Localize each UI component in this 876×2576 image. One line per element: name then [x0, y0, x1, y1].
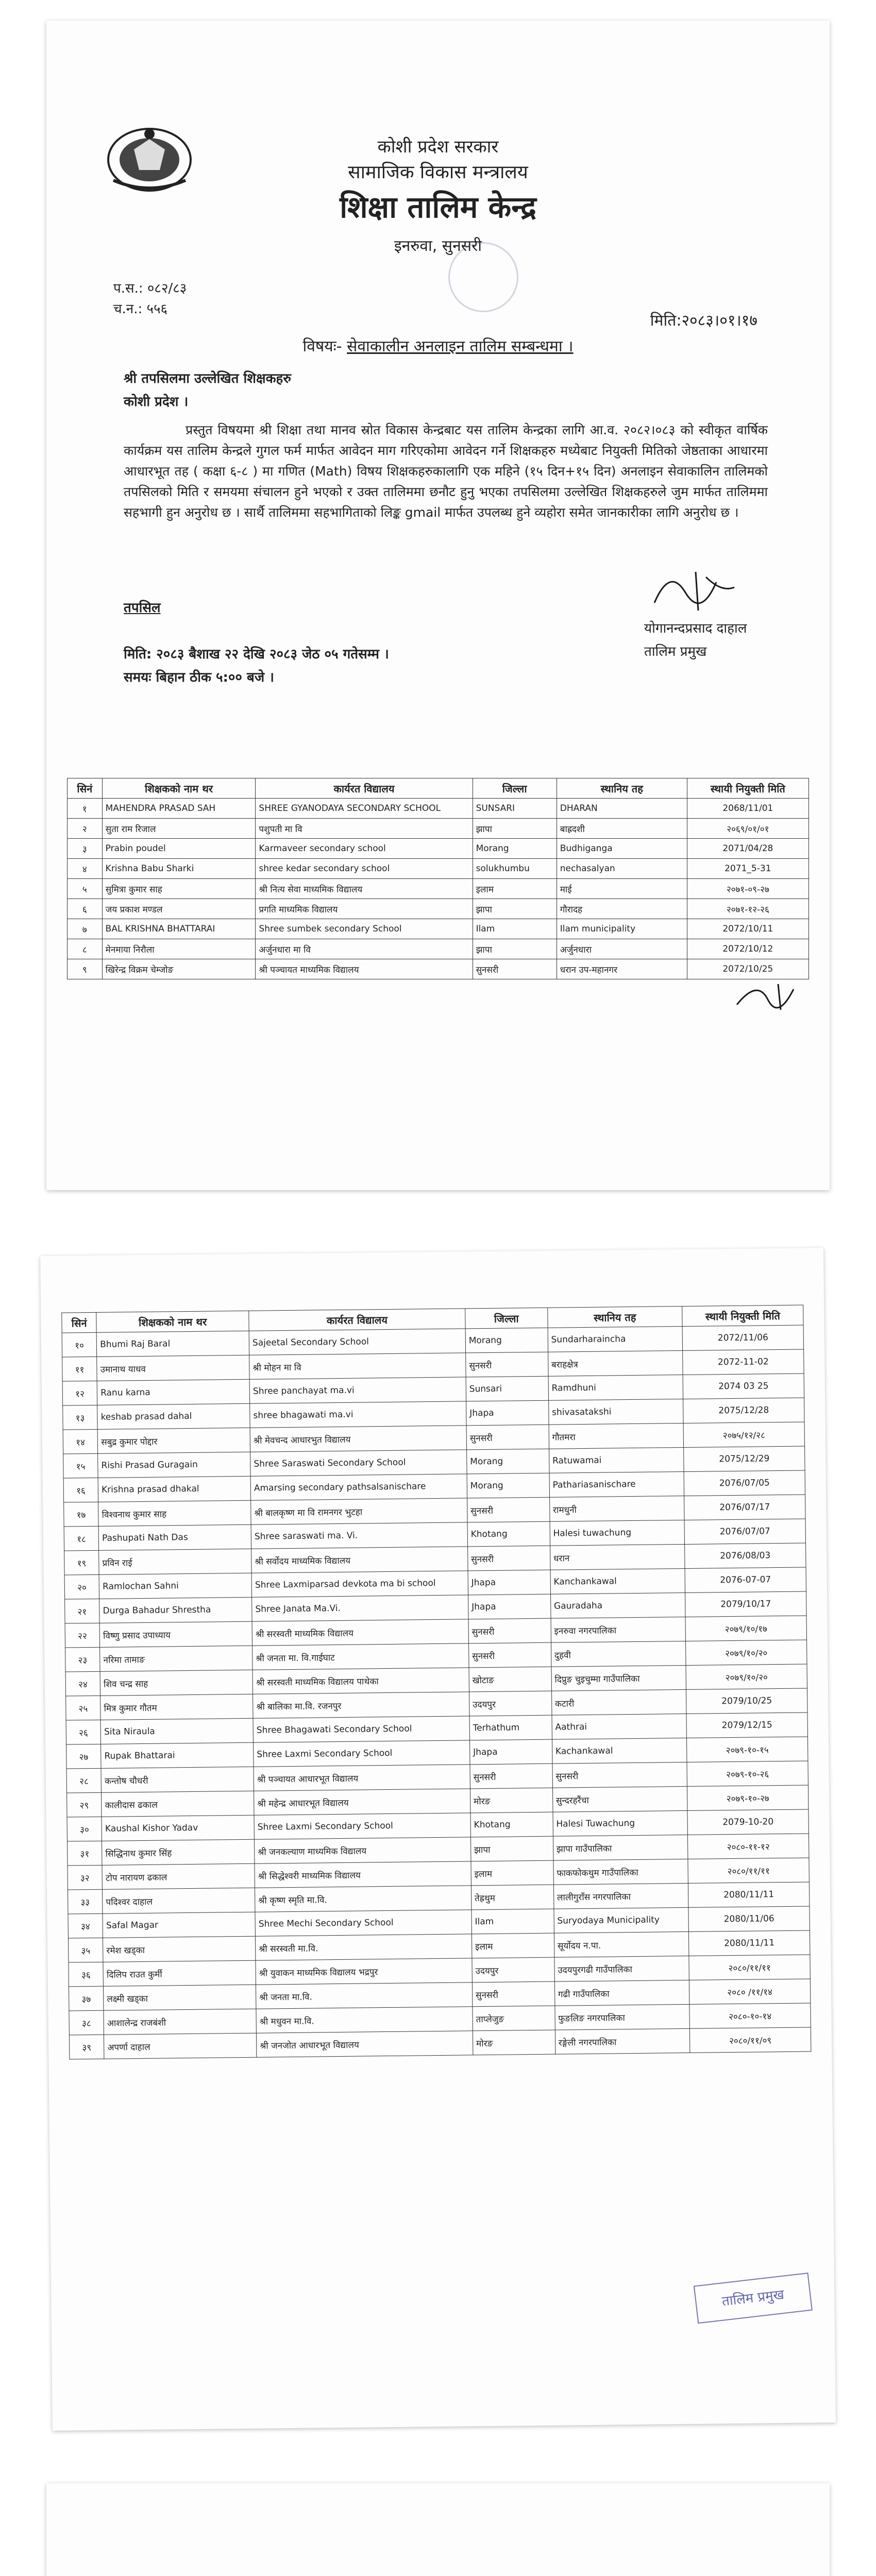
cell-local-level: धरान उप-महानगर	[557, 959, 687, 979]
cell-sn: २८	[66, 1768, 102, 1793]
col-local-level: स्थानिय तह	[547, 1306, 682, 1328]
cell-appointment-date: 2080/11/06	[688, 1906, 810, 1931]
cell-district: Morang	[467, 1473, 549, 1498]
cell-appointment-date: 2075/12/28	[683, 1398, 804, 1423]
cell-district: खोटाङ	[469, 1667, 551, 1692]
table-row	[68, 859, 809, 879]
cell-appointment-date: 2079/10/17	[685, 1591, 806, 1617]
cell-district: मोरङ	[470, 1788, 552, 1813]
cell-district: Jhapa	[469, 1739, 552, 1765]
cell-sn: २६	[66, 1720, 101, 1744]
cell-local-level: धरान	[550, 1544, 685, 1570]
cell-local-level: लालीगुराँस नगरपालिका	[553, 1883, 688, 1909]
cell-district: सुनसरी	[466, 1352, 548, 1377]
cell-sn: २४	[65, 1671, 100, 1696]
cell-appointment-date: 2076/08/03	[685, 1543, 806, 1568]
cell-school: श्री जनता मा. वि.गाईघाट	[252, 1643, 469, 1670]
cell-sn: ४	[68, 859, 103, 879]
cell-sn: ३३	[68, 1889, 103, 1914]
tapsil-heading: तपसिल	[124, 600, 161, 616]
subject-label: विषयः-	[302, 337, 342, 355]
training-time: समयः बिहान ठीक ५:०० बजे ।	[124, 670, 275, 685]
cell-name: BAL KRISHNA BHATTARAI	[102, 919, 256, 939]
cell-sn: ३०	[67, 1817, 102, 1841]
cell-local-level: अर्जुनधारा	[557, 939, 687, 959]
cell-name: विष्णु प्रसाद उपाध्याय	[99, 1621, 252, 1647]
cell-appointment-date: 2076-07-07	[685, 1567, 806, 1592]
cell-district: सुनसरी	[467, 1546, 550, 1571]
participant-table-2	[61, 1305, 811, 2060]
cell-sn: १४	[63, 1429, 98, 1454]
cell-district: झापा	[473, 899, 557, 919]
cell-name: सबुद्र कुमार पोद्दार	[97, 1428, 250, 1453]
cell-name: Safal Magar	[103, 1912, 255, 1938]
letter-page-3	[46, 2483, 830, 2576]
cell-name: दिलिप राउत कुर्मी	[103, 1960, 256, 1986]
cell-school: श्री जनकल्याण माध्यमिक विद्यालय	[255, 1837, 471, 1863]
subject-text: सेवाकालीन अनलाइन तालिम सम्बन्धमा ।	[347, 337, 574, 355]
cell-sn: २५	[66, 1696, 101, 1720]
cell-appointment-date: २०६९/०१/०१	[687, 819, 808, 839]
addressee-line: श्री तपसिलमा उल्लेखित शिक्षकहरु	[124, 371, 291, 386]
cell-name: Rupak Bhattarai	[101, 1742, 254, 1768]
cell-sn: ३७	[69, 1986, 104, 2011]
office-stamp: तालिम प्रमुख	[694, 2273, 813, 2324]
cell-appointment-date: 2071/04/28	[687, 839, 808, 859]
cell-school: श्री पञ्चायत आधारभूत विद्यालय	[254, 1765, 470, 1791]
letter-page-2	[40, 1248, 836, 2431]
cell-district: Jhapa	[466, 1400, 549, 1426]
cell-school: श्री बालिका मा.वि. रजनपुर	[253, 1692, 469, 1718]
letter-date: मिति:२०८३।०१।१७	[650, 312, 757, 330]
cell-sn: ६	[68, 899, 103, 919]
col-district: जिल्ला	[473, 778, 557, 799]
cell-sn: ९	[68, 959, 103, 979]
ministry-name: सामाजिक विकास मन्त्रालय	[348, 162, 528, 183]
cell-district: Ilam	[473, 919, 557, 939]
cell-sn: ३५	[68, 1938, 103, 1962]
cell-local-level: रङ्गेली नगरपालिका	[555, 2028, 690, 2054]
cell-sn: २	[68, 819, 103, 839]
cell-sn: १५	[63, 1453, 98, 1478]
gov-name: कोशी प्रदेश सरकार	[377, 137, 499, 157]
cell-name: Durga Bahadur Shrestha	[99, 1597, 252, 1623]
cell-school: Shree Bhagawati Secondary School	[253, 1716, 469, 1742]
cell-school: श्री सरस्वती मा.वि.	[256, 1934, 472, 1960]
cell-district: Ilam	[471, 1909, 554, 1934]
training-dates: मिति: २०८३ बैशाख २२ देखि २०८३ जेठ ०५ गतेसम्म ।	[124, 647, 389, 662]
cell-school: Shree Saraswati Secondary School	[250, 1450, 467, 1476]
cell-district: सुनसरी	[473, 959, 557, 979]
ref-ps: प.स.: ०८२/८३	[113, 281, 187, 296]
cell-school: Shree saraswati ma. Vi.	[251, 1522, 467, 1549]
cell-sn: १०	[62, 1332, 97, 1357]
cell-name: कन्तोष चौधरी	[101, 1767, 254, 1792]
cell-appointment-date: २०८०-११-१२	[687, 1834, 808, 1859]
cell-name: Kaushal Kishor Yadav	[102, 1815, 254, 1841]
cell-local-level: Gauradaha	[550, 1592, 685, 1618]
cell-district: झापा	[470, 1836, 553, 1861]
cell-name: सुमित्रा कुमार साह	[102, 879, 256, 899]
cell-school: श्री जनता मा.वि.	[256, 1982, 473, 2009]
cell-local-level: shivasatakshi	[548, 1399, 683, 1425]
cell-appointment-date: 2074 03 25	[683, 1374, 804, 1399]
cell-appointment-date: २०७१-०९-२७	[687, 879, 808, 899]
cell-name: Ranu karna	[97, 1379, 249, 1405]
office-name: शिक्षा तालिम केन्द्र	[340, 190, 536, 225]
col-name: शिक्षकको नाम थर	[102, 778, 256, 799]
office-address: इनरुवा, सुनसरी	[394, 237, 482, 255]
cell-sn: ३४	[68, 1913, 103, 1938]
col-school: कार्यरत विद्यालय	[249, 1309, 465, 1331]
cell-name: Krishna Babu Sharki	[102, 859, 256, 879]
cell-school: श्री बालकृष्ण मा वि रामनगर भुटहा	[251, 1498, 467, 1524]
cell-school: Shree Laxmi Secondary School	[254, 1740, 470, 1767]
cell-district: इलाम	[473, 879, 557, 899]
cell-school: श्री पञ्चायत माध्यमिक विद्यालय	[256, 959, 473, 979]
cell-sn: २९	[67, 1792, 102, 1817]
cell-local-level: Budhiganga	[557, 839, 687, 859]
cell-school: Shree sumbek secondary School	[256, 919, 473, 939]
letter-body: प्रस्तुत विषयमा श्री शिक्षा तथा मानव स्रोत विकास केन्द्रबाट यस तालिम केन्द्रका लागि आ.व. २०८२।०८३ को स्वीकृत वार्षिक कार्यक्रम यस तालिम केन्द्रले गुगल फर्म मार्फत आवेदन माग गरिएकोमा आवेदन गर्ने शिक्षकहरु मध्येबाट नियुक्ती मितिको जेष्ठताका आधारमा आधारभूत तह ( कक्षा ६-८ ) मा गणित (Math) विषय शिक्षकहरुकालागि एक महिने (१५ दिन+१५ दिन) अनलाइन सेवाकालिन तालिमको तपसिलको मिति र समयमा संचालन हुने भएको र उक्त तालिममा छनौट हुनु भएका तपसिलमा उल्लेखित शिक्षकहरुले जुम मार्फत तालिममा सहभागी हुन अनुरोध छ । सार्थै तालिममा सहभागिताको लिङ्क gmail मार्फत उपलब्ध हुने व्यहोरा समेत जानकारीका लागि अनुरोध छ ।	[124, 422, 768, 520]
cell-sn: १७	[64, 1502, 99, 1527]
cell-sn: १२	[62, 1381, 97, 1405]
cell-name: Sita Niraula	[100, 1718, 253, 1744]
cell-district: Khotang	[470, 1812, 553, 1837]
cell-name: खिरेन्द्र विक्रम चेम्जोङ	[102, 959, 256, 979]
faint-office-seal	[448, 242, 518, 312]
cell-local-level: दिप्रुङ चुइचुम्मा गाउँपालिका	[551, 1665, 686, 1691]
cell-appointment-date: २०७९/१०/१७	[685, 1616, 806, 1641]
cell-district: मोरङ	[473, 2030, 555, 2055]
cell-school: shree kedar secondary school	[256, 859, 473, 879]
cell-district: सुनसरी	[470, 1764, 552, 1789]
cell-local-level: सुनसरी	[552, 1762, 687, 1788]
ref-cn: च.न.: ५५६	[113, 301, 168, 317]
cell-local-level: Suryodaya Municipality	[554, 1907, 689, 1933]
signer-title: तालिम प्रमुख	[644, 644, 707, 659]
cell-appointment-date: २०७९/१०/२०	[686, 1664, 807, 1689]
cell-school: Amarsing secondary pathsalsanischare	[250, 1474, 467, 1500]
cell-sn: ८	[68, 939, 103, 959]
cell-appointment-date: 2076/07/05	[684, 1470, 805, 1496]
cell-school: श्री सरस्वती माध्यमिक विद्यालय	[252, 1619, 468, 1646]
cell-school: श्री मधुवन मा.वि.	[256, 2007, 473, 2033]
cell-name: Krishna prasad dhakal	[98, 1476, 250, 1502]
cell-appointment-date: 2079/12/15	[686, 1713, 807, 1738]
cell-name: पदिश्वर दाहाल	[103, 1888, 255, 1913]
signature	[639, 562, 742, 618]
cell-name: लक्ष्मी खड्का	[104, 1985, 256, 2010]
table-row	[68, 899, 809, 919]
cell-appointment-date: २०७१-१२-२६	[687, 899, 808, 919]
cell-local-level: सूर्योदय न.पा.	[554, 1931, 689, 1957]
cell-district: सुनसरी	[468, 1642, 551, 1668]
cell-sn: ३१	[68, 1841, 103, 1866]
cell-district: उदयपुर	[472, 1957, 554, 1982]
cell-local-level: Sundarharaincha	[548, 1326, 683, 1352]
cell-name: अपर्णा दाहाल	[104, 2033, 257, 2059]
cell-district: SUNSARI	[473, 799, 557, 819]
table-row	[68, 819, 809, 839]
letter-page-1	[46, 21, 830, 1190]
cell-district: Morang	[465, 1328, 548, 1353]
cell-name: नरिमा तामाङ	[100, 1646, 252, 1671]
cell-school: श्री कृष्ण स्मृति मा.वि.	[255, 1886, 471, 1912]
cell-school: श्री महेन्द्र आधारभूत विद्यालय	[254, 1789, 470, 1815]
cell-school: Shree panchayat ma.vi	[249, 1377, 466, 1403]
cell-appointment-date: २०७९-१०-१५	[686, 1737, 807, 1762]
cell-appointment-date: 2079/10/25	[686, 1688, 807, 1714]
cell-district: झापा	[473, 819, 557, 839]
table-row	[68, 799, 809, 819]
signer-name: योगानन्दप्रसाद दाहाल	[644, 621, 747, 636]
col-sn: सिनं	[62, 1312, 97, 1333]
cell-district: solukhumbu	[473, 859, 557, 879]
cell-school: Karmaveer secondary school	[256, 839, 473, 859]
cell-appointment-date: 2080/11/11	[688, 1882, 809, 1907]
cell-sn: २२	[65, 1623, 100, 1648]
cell-name: Pashupati Nath Das	[98, 1524, 251, 1550]
cell-local-level: इनरुवा नगरपालिका	[551, 1617, 686, 1642]
cell-school: श्री जनजोत आधारभूत विद्यालय	[257, 2031, 473, 2057]
table-row	[68, 939, 809, 959]
cell-name: आशालेन्द्र राजबंशी	[104, 2009, 256, 2035]
cell-district: सुनसरी	[466, 1425, 549, 1450]
cell-sn: ३	[68, 839, 103, 859]
cell-district: Morang	[473, 839, 557, 859]
cell-local-level: Halesi tuwachung	[550, 1520, 685, 1546]
cell-local-level: फुङलिङ नगरपालिका	[555, 2004, 690, 2030]
cell-local-level: उदयपुरगढी गाउँपालिका	[554, 1956, 689, 1981]
cell-name: मेनमाया निरौला	[102, 939, 256, 959]
cell-local-level: गढी गाउँपालिका	[554, 1980, 689, 2006]
participant-table-1	[67, 778, 809, 979]
cell-name: जय प्रकाश मण्डल	[102, 899, 256, 919]
cell-local-level: माई	[557, 879, 687, 899]
cell-district: झापा	[473, 939, 557, 959]
cell-appointment-date: २०७९-१०-२६	[687, 1761, 808, 1786]
cell-local-level: Kachankawal	[552, 1738, 687, 1764]
cell-district: सुनसरी	[472, 1981, 554, 2007]
cell-name: प्रविन राई	[99, 1549, 251, 1574]
cell-district: Khotang	[467, 1521, 550, 1547]
cell-name: टोप नारायण ढकाल	[102, 1863, 255, 1889]
cell-local-level: Halesi Tuwachung	[553, 1810, 688, 1836]
table-row	[68, 879, 809, 899]
cell-appointment-date: 2076/07/17	[684, 1495, 805, 1520]
cell-school: Shree Janata Ma.Vi.	[252, 1595, 468, 1621]
table-row	[68, 919, 809, 939]
cell-local-level: बराहक्षेत्र	[548, 1350, 683, 1376]
initials-mark	[732, 974, 814, 1015]
cell-district: तेह्रथुम	[471, 1885, 553, 1910]
cell-appointment-date: २०७९-१०-२७	[687, 1785, 808, 1810]
cell-appointment-date: २०८०/११/११	[688, 1858, 809, 1883]
cell-local-level: nechasalyan	[557, 859, 687, 879]
cell-appointment-date: २०७५/१२/२८	[683, 1422, 804, 1447]
cell-appointment-date: २०८०-१०-१४	[689, 2003, 811, 2028]
cell-appointment-date: 2076/07/07	[684, 1519, 805, 1544]
cell-school: SHREE GYANODAYA SECONDARY SCHOOL	[256, 799, 473, 819]
cell-local-level: फाकफोकथुम गाउँपालिका	[553, 1859, 688, 1885]
cell-sn: १३	[63, 1405, 98, 1430]
cell-district: Jhapa	[468, 1570, 550, 1595]
cell-district: इलाम	[471, 1933, 554, 1958]
cell-name: Rishi Prasad Guragain	[98, 1452, 250, 1478]
cell-sn: १	[68, 799, 103, 819]
cell-local-level: Ramdhuni	[548, 1375, 683, 1400]
cell-school: श्री मेवचन्द आधारभुत विद्यालय	[250, 1426, 466, 1452]
cell-local-level: झापा गाउँपालिका	[553, 1835, 688, 1860]
col-name: शिक्षकको नाम थर	[96, 1311, 249, 1332]
cell-appointment-date: २०८०/११/११	[689, 1955, 810, 1980]
cell-sn: २०	[64, 1574, 99, 1599]
cell-name: मित्र कुमार गौतम	[100, 1694, 253, 1720]
cell-school: श्री मोहन मा वि	[249, 1353, 466, 1379]
cell-sn: ७	[68, 919, 103, 939]
cell-appointment-date: २०८० /११/१४	[689, 1979, 810, 2004]
cell-local-level: Aathrai	[552, 1714, 687, 1739]
col-school: कार्यरत विद्यालय	[256, 778, 473, 799]
cell-local-level: Kanchankawal	[550, 1568, 685, 1594]
cell-local-level: कटारी	[551, 1689, 686, 1715]
cell-sn: १८	[64, 1526, 99, 1551]
cell-name: keshab prasad dahal	[97, 1403, 250, 1429]
cell-district: Sunsari	[466, 1376, 548, 1401]
cell-sn: १६	[63, 1478, 98, 1502]
cell-school: श्री सिद्धेश्वरी माध्यमिक विद्यालय	[255, 1861, 471, 1888]
cell-name: Ramlochan Sahni	[99, 1573, 251, 1599]
cell-school: श्री नित्य सेवा माध्यमिक विद्यालय	[256, 879, 473, 899]
col-appointment-date: स्थायी नियुक्ती मिति	[682, 1305, 803, 1326]
cell-local-level: सुन्दरहरैंचा	[552, 1786, 687, 1812]
cell-appointment-date: २०७९/१०/२०	[686, 1640, 807, 1665]
cell-local-level: गौतमरा	[549, 1423, 684, 1449]
cell-school: प्रगति माध्यमिक विद्यालय	[256, 899, 473, 919]
cell-sn: २३	[65, 1647, 100, 1672]
cell-name: सिद्धिनाथ कुमार सिंह	[102, 1839, 255, 1865]
cell-name: Prabin poudel	[102, 839, 256, 859]
cell-sn: ३८	[69, 2010, 104, 2035]
cell-name: कालीदास ढकाल	[102, 1791, 254, 1817]
cell-appointment-date: 2068/11/01	[687, 799, 808, 819]
cell-appointment-date: 2071_5-31	[687, 859, 808, 879]
cell-district: सुनसरी	[468, 1618, 551, 1643]
cell-sn: ५	[68, 879, 103, 899]
cell-name: रमेश खड्का	[103, 1936, 256, 1962]
cell-school: अर्जुनधारा मा वि	[256, 939, 473, 959]
cell-name: सुता राम रिजाल	[102, 819, 256, 839]
cell-appointment-date: 2072/10/25	[687, 959, 808, 979]
col-sn: सिनं	[68, 778, 103, 799]
cell-name: उमानाथ याधव	[97, 1355, 249, 1381]
cell-local-level: Ilam municipality	[557, 919, 687, 939]
cell-local-level: DHARAN	[557, 799, 687, 819]
cell-local-level: बाह्रदशी	[557, 819, 687, 839]
cell-appointment-date: 2072/10/11	[687, 919, 808, 939]
table-row	[68, 959, 809, 979]
cell-district: उदयपुर	[469, 1691, 551, 1716]
cell-sn: १९	[64, 1550, 99, 1575]
cell-school: पशुपती मा वि	[256, 819, 473, 839]
cell-district: Morang	[466, 1449, 549, 1474]
cell-appointment-date: 2079-10-20	[687, 1809, 808, 1835]
cell-appointment-date: 2072-11-02	[683, 1349, 804, 1375]
cell-local-level: दुहवी	[551, 1641, 686, 1667]
cell-district: Jhapa	[468, 1594, 550, 1619]
cell-school: श्री सरस्वती माध्यमिक विद्यालय पाथेका	[252, 1668, 469, 1694]
cell-district: इलाम	[471, 1860, 553, 1886]
table-row	[68, 839, 809, 859]
col-local-level: स्थानिय तह	[557, 778, 687, 799]
cell-appointment-date: 2072/10/12	[687, 939, 808, 959]
cell-appointment-date: 2075/12/29	[684, 1446, 805, 1471]
cell-sn: २१	[65, 1599, 100, 1623]
cell-appointment-date: २०८०/११/०९	[689, 2027, 811, 2053]
cell-sn: ३२	[68, 1865, 103, 1890]
cell-local-level: रामधुनी	[549, 1496, 684, 1521]
cell-local-level: Pathariasanischare	[549, 1471, 684, 1497]
addressee-province: कोशी प्रदेश ।	[124, 394, 189, 410]
cell-local-level: Ratuwamai	[549, 1447, 684, 1473]
cell-local-level: गौरादह	[557, 899, 687, 919]
cell-school: श्री सर्वोदय माध्यमिक विद्यालय	[251, 1547, 468, 1573]
cell-district: सुनसरी	[467, 1497, 549, 1522]
col-district: जिल्ला	[465, 1308, 548, 1329]
cell-school: Shree Laxmiparsad devkota ma bi school	[251, 1571, 468, 1597]
cell-appointment-date: 2072/11/06	[682, 1325, 803, 1350]
col-appointment-date: स्थायी नियुक्ती मिति	[687, 778, 808, 799]
cell-name: विश्वनाथ कुमार साह	[98, 1500, 251, 1526]
cell-name: Bhumi Raj Baral	[96, 1331, 249, 1357]
cell-appointment-date: 2080/11/11	[688, 1930, 810, 1956]
cell-sn: २७	[66, 1744, 102, 1769]
cell-school: Shree Laxmi Secondary School	[254, 1813, 470, 1839]
cell-school: shree bhagawati ma.vi	[250, 1401, 466, 1428]
subject-line	[46, 335, 830, 356]
cell-school: श्री युवाकन माध्यमिक विद्यालय भद्रपुर	[256, 1958, 472, 1985]
cell-district: ताप्लेजुङ	[473, 2006, 555, 2031]
cell-sn: ११	[62, 1357, 97, 1381]
cell-school: Sajeetal Secondary School	[249, 1329, 465, 1355]
cell-name: MAHENDRA PRASAD SAH	[102, 799, 256, 819]
cell-name: शिव चन्द्र साह	[100, 1670, 252, 1696]
cell-district: Terhathum	[469, 1715, 552, 1740]
table-header-row	[68, 778, 809, 799]
cell-sn: ३६	[69, 1962, 104, 1987]
cell-sn: ३९	[69, 2035, 104, 2059]
cell-school: Shree Mechi Secondary School	[255, 1910, 471, 1936]
